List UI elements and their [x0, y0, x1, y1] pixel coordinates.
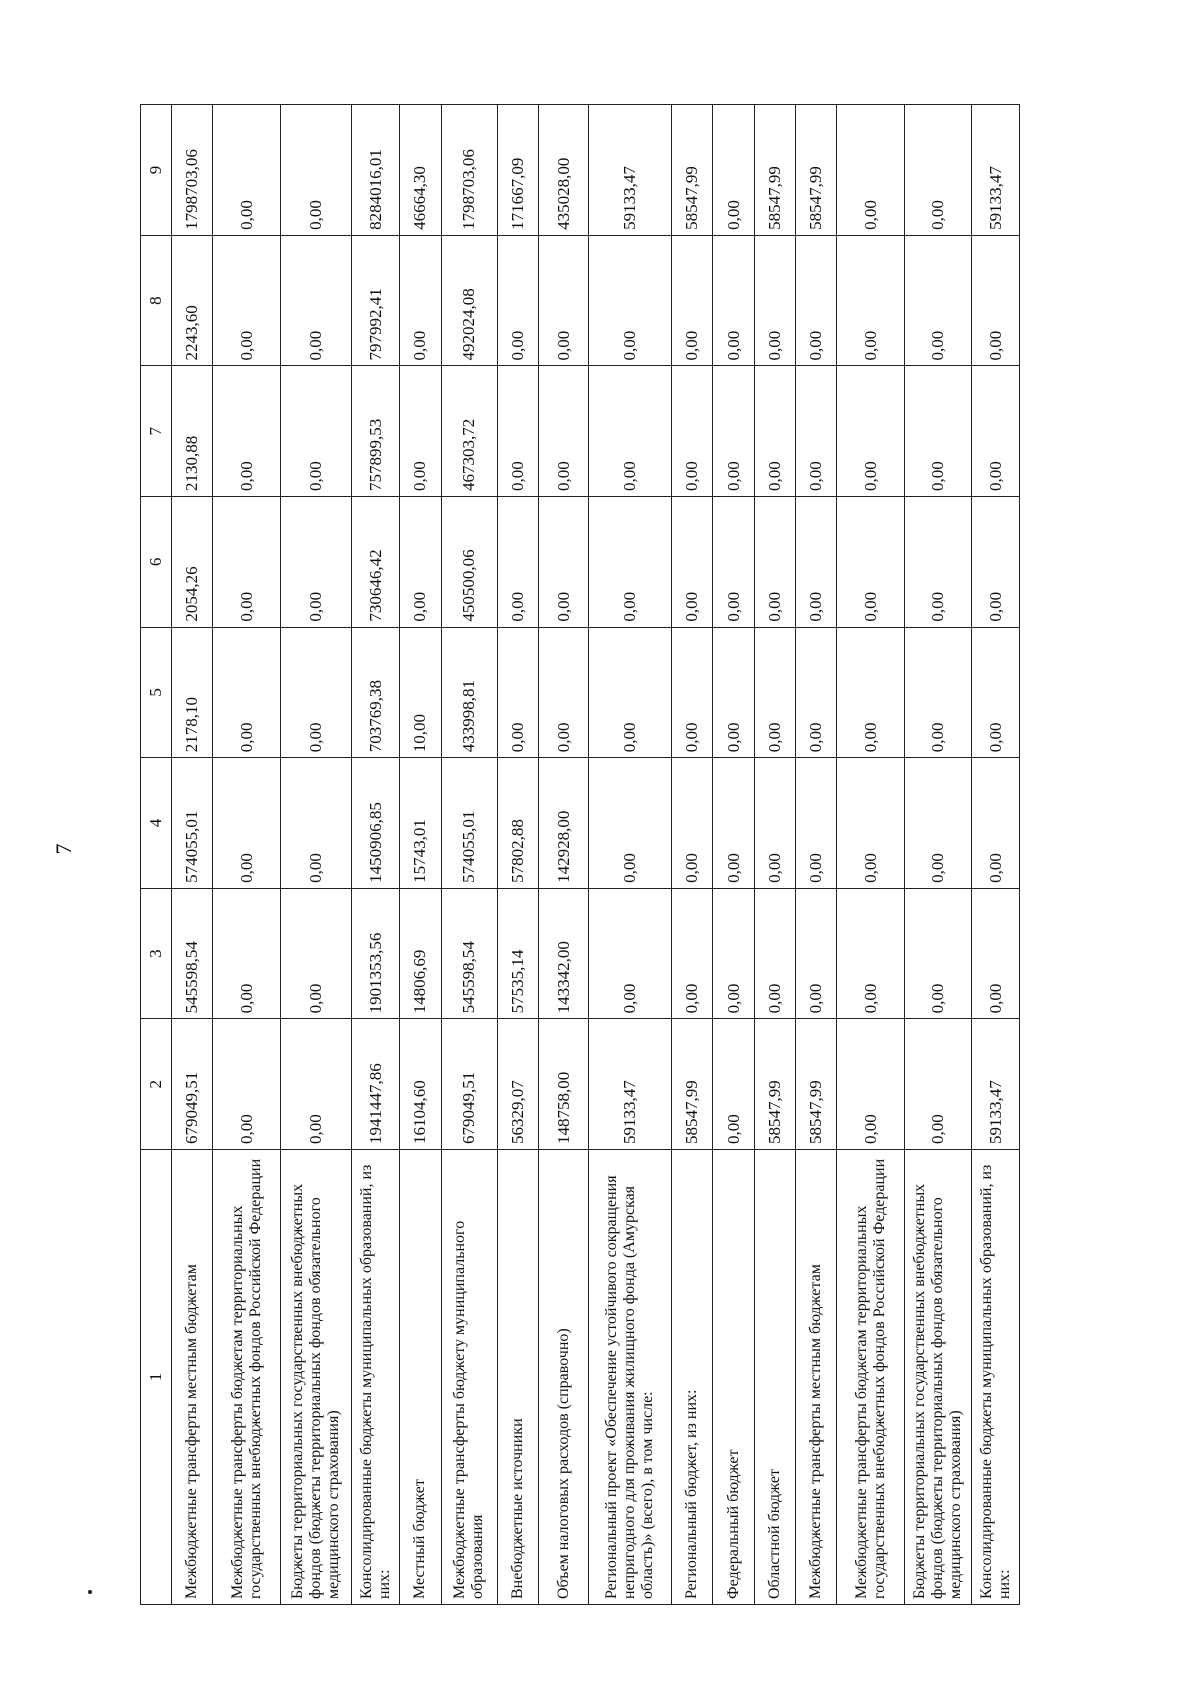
cell-value: 0,00	[672, 497, 713, 628]
cell-value: 0,00	[754, 888, 795, 1019]
cell-value: 703769,38	[352, 627, 400, 758]
cell-value: 0,00	[754, 366, 795, 497]
cell-value: 0,00	[754, 235, 795, 366]
cell-value: 0,00	[213, 366, 280, 497]
cell-value: 0,00	[972, 758, 1020, 889]
column-header-1: 1	[141, 1150, 172, 1605]
cell-value: 2243,60	[172, 235, 213, 366]
cell-value: 679049,51	[441, 1019, 498, 1150]
row-label: Бюджеты территориальных государственных внебюджетных фондов (бюджеты территориальных фондов обязательного медицинского страхования)	[904, 1150, 971, 1605]
cell-value: 0,00	[213, 888, 280, 1019]
cell-value: 1798703,06	[172, 105, 213, 236]
cell-value: 0,00	[904, 235, 971, 366]
table-row	[498, 105, 539, 1605]
cell-value: 433998,81	[441, 627, 498, 758]
column-header-7: 7	[141, 366, 172, 497]
cell-value: 57802,88	[498, 758, 539, 889]
table-row	[172, 105, 213, 1605]
row-label: Межбюджетные трансферты бюджетам территориальных государственных внебюджетных фондов Российской Федерации	[213, 1150, 280, 1605]
cell-value: 545598,54	[172, 888, 213, 1019]
row-label: Межбюджетные трансферты местным бюджетам	[796, 1150, 837, 1605]
cell-value: 0,00	[837, 366, 904, 497]
table-row	[441, 105, 498, 1605]
cell-value: 0,00	[904, 497, 971, 628]
table-row	[796, 105, 837, 1605]
cell-value: 0,00	[589, 497, 672, 628]
cell-value: 58547,99	[796, 105, 837, 236]
cell-value: 0,00	[754, 627, 795, 758]
cell-value: 0,00	[280, 1019, 352, 1150]
cell-value: 59133,47	[589, 1019, 672, 1150]
column-header-3: 3	[141, 888, 172, 1019]
cell-value: 0,00	[213, 758, 280, 889]
cell-value: 0,00	[672, 627, 713, 758]
row-label: Региональный проект «Обеспечение устойчивого сокращения непригодного для проживания жилищного фонда (Амурская область)» (всего), в том числе:	[589, 1150, 672, 1605]
cell-value: 0,00	[837, 627, 904, 758]
table-row	[213, 105, 280, 1605]
cell-value: 58547,99	[672, 1019, 713, 1150]
cell-value: 0,00	[713, 497, 754, 628]
cell-value: 2054,26	[172, 497, 213, 628]
cell-value: 0,00	[796, 366, 837, 497]
cell-value: 0,00	[672, 366, 713, 497]
cell-value: 0,00	[280, 497, 352, 628]
cell-value: 0,00	[213, 1019, 280, 1150]
column-header-2: 2	[141, 1019, 172, 1150]
cell-value: 730646,42	[352, 497, 400, 628]
cell-value: 0,00	[904, 1019, 971, 1150]
cell-value: 0,00	[837, 1019, 904, 1150]
cell-value: 8284016,01	[352, 105, 400, 236]
header-row	[141, 105, 172, 1605]
table-row	[672, 105, 713, 1605]
cell-value: 0,00	[904, 758, 971, 889]
cell-value: 148758,00	[539, 1019, 589, 1150]
cell-value: 0,00	[904, 366, 971, 497]
table-row	[589, 105, 672, 1605]
cell-value: 0,00	[280, 366, 352, 497]
cell-value: 58547,99	[754, 1019, 795, 1150]
table-row	[713, 105, 754, 1605]
cell-value: 15743,01	[400, 758, 441, 889]
cell-value: 679049,51	[172, 1019, 213, 1150]
cell-value: 0,00	[713, 105, 754, 236]
row-label: Федеральный бюджет	[713, 1150, 754, 1605]
cell-value: 0,00	[837, 888, 904, 1019]
row-label: Региональный бюджет, из них:	[672, 1150, 713, 1605]
cell-value: 0,00	[498, 627, 539, 758]
cell-value: 0,00	[713, 888, 754, 1019]
cell-value: 58547,99	[796, 1019, 837, 1150]
cell-value: 0,00	[213, 497, 280, 628]
cell-value: 0,00	[589, 758, 672, 889]
cell-value: 59133,47	[589, 105, 672, 236]
column-header-9: 9	[141, 105, 172, 236]
cell-value: 14806,69	[400, 888, 441, 1019]
cell-value: 10,00	[400, 627, 441, 758]
table-row	[837, 105, 904, 1605]
row-label: Межбюджетные трансферты бюджетам территориальных государственных внебюджетных фондов Российской Федерации	[837, 1150, 904, 1605]
scan-speck	[88, 1590, 92, 1594]
cell-value: 143342,00	[539, 888, 589, 1019]
cell-value: 0,00	[904, 627, 971, 758]
cell-value: 58547,99	[672, 105, 713, 236]
cell-value: 0,00	[796, 758, 837, 889]
cell-value: 0,00	[972, 366, 1020, 497]
cell-value: 1450906,85	[352, 758, 400, 889]
cell-value: 58547,99	[754, 105, 795, 236]
cell-value: 0,00	[713, 758, 754, 889]
cell-value: 574055,01	[172, 758, 213, 889]
cell-value: 0,00	[754, 758, 795, 889]
row-label: Консолидированные бюджеты муниципальных образований, из них:	[972, 1150, 1020, 1605]
cell-value: 450500,06	[441, 497, 498, 628]
table-row	[352, 105, 400, 1605]
cell-value: 435028,00	[539, 105, 589, 236]
row-label: Бюджеты территориальных государственных внебюджетных фондов (бюджеты территориальных фондов обязательного медицинского страхования)	[280, 1150, 352, 1605]
cell-value: 0,00	[796, 888, 837, 1019]
cell-value: 0,00	[280, 235, 352, 366]
cell-value: 0,00	[539, 497, 589, 628]
cell-value: 2130,88	[172, 366, 213, 497]
cell-value: 0,00	[498, 235, 539, 366]
cell-value: 0,00	[400, 366, 441, 497]
column-header-6: 6	[141, 497, 172, 628]
cell-value: 2178,10	[172, 627, 213, 758]
cell-value: 0,00	[498, 497, 539, 628]
cell-value: 1941447,86	[352, 1019, 400, 1150]
cell-value: 0,00	[589, 366, 672, 497]
cell-value: 0,00	[280, 627, 352, 758]
cell-value: 0,00	[754, 497, 795, 628]
cell-value: 0,00	[837, 105, 904, 236]
cell-value: 1798703,06	[441, 105, 498, 236]
table-row	[280, 105, 352, 1605]
cell-value: 59133,47	[972, 105, 1020, 236]
cell-value: 0,00	[972, 888, 1020, 1019]
cell-value: 0,00	[539, 235, 589, 366]
table-row	[400, 105, 441, 1605]
cell-value: 0,00	[213, 235, 280, 366]
cell-value: 545598,54	[441, 888, 498, 1019]
cell-value: 0,00	[498, 366, 539, 497]
cell-value: 0,00	[539, 627, 589, 758]
cell-value: 0,00	[589, 235, 672, 366]
cell-value: 0,00	[280, 758, 352, 889]
cell-value: 0,00	[713, 627, 754, 758]
row-label: Консолидированные бюджеты муниципальных образований, из них:	[352, 1150, 400, 1605]
cell-value: 0,00	[280, 105, 352, 236]
row-label: Межбюджетные трансферты бюджету муниципального образования	[441, 1150, 498, 1605]
row-label: Местный бюджет	[400, 1150, 441, 1605]
cell-value: 0,00	[904, 888, 971, 1019]
cell-value: 142928,00	[539, 758, 589, 889]
cell-value: 757899,53	[352, 366, 400, 497]
cell-value: 0,00	[213, 105, 280, 236]
cell-value: 46664,30	[400, 105, 441, 236]
cell-value: 797992,41	[352, 235, 400, 366]
cell-value: 0,00	[589, 888, 672, 1019]
cell-value: 0,00	[972, 627, 1020, 758]
row-label: Областной бюджет	[754, 1150, 795, 1605]
cell-value: 16104,60	[400, 1019, 441, 1150]
column-header-5: 5	[141, 627, 172, 758]
cell-value: 0,00	[837, 497, 904, 628]
cell-value: 0,00	[837, 758, 904, 889]
table-row	[972, 105, 1020, 1605]
cell-value: 0,00	[796, 497, 837, 628]
row-label: Внебюджетные источники	[498, 1150, 539, 1605]
table-row	[904, 105, 971, 1605]
cell-value: 0,00	[713, 235, 754, 366]
cell-value: 57535,14	[498, 888, 539, 1019]
cell-value: 0,00	[837, 235, 904, 366]
cell-value: 467303,72	[441, 366, 498, 497]
cell-value: 171667,09	[498, 105, 539, 236]
cell-value: 0,00	[400, 497, 441, 628]
cell-value: 0,00	[796, 627, 837, 758]
page-number: 7	[51, 843, 76, 855]
cell-value: 0,00	[539, 366, 589, 497]
cell-value: 0,00	[796, 235, 837, 366]
table-row	[539, 105, 589, 1605]
cell-value: 0,00	[280, 888, 352, 1019]
cell-value: 0,00	[972, 235, 1020, 366]
column-header-8: 8	[141, 235, 172, 366]
table-body	[172, 105, 1020, 1605]
cell-value: 56329,07	[498, 1019, 539, 1150]
row-label: Межбюджетные трансферты местным бюджетам	[172, 1150, 213, 1605]
budget-table	[140, 104, 1020, 1605]
cell-value: 0,00	[213, 627, 280, 758]
table-row	[754, 105, 795, 1605]
cell-value: 492024,08	[441, 235, 498, 366]
cell-value: 0,00	[672, 758, 713, 889]
cell-value: 0,00	[589, 627, 672, 758]
cell-value: 0,00	[400, 235, 441, 366]
cell-value: 0,00	[713, 1019, 754, 1150]
cell-value: 574055,01	[441, 758, 498, 889]
cell-value: 0,00	[713, 366, 754, 497]
row-label: Объем налоговых расходов (справочно)	[539, 1150, 589, 1605]
column-header-4: 4	[141, 758, 172, 889]
cell-value: 0,00	[672, 235, 713, 366]
cell-value: 59133,47	[972, 1019, 1020, 1150]
cell-value: 0,00	[904, 105, 971, 236]
cell-value: 1901353,56	[352, 888, 400, 1019]
cell-value: 0,00	[672, 888, 713, 1019]
rotated-table-container	[140, 105, 1020, 1605]
cell-value: 0,00	[972, 497, 1020, 628]
